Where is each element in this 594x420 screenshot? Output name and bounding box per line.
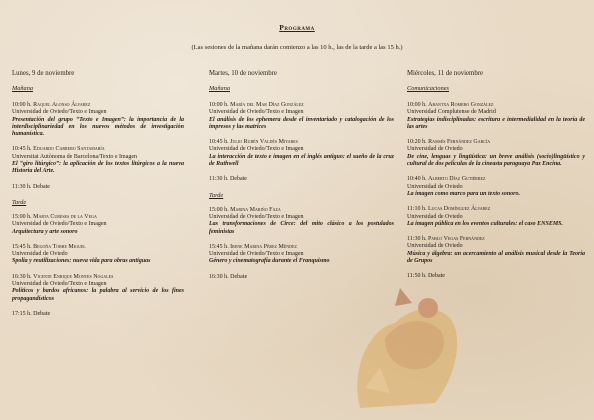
talk-time: 15:45 h. (209, 243, 229, 250)
talk-time: 11:10 h. (407, 206, 427, 213)
talk-time: 11:30 h. (407, 236, 427, 243)
speaker-name: Marta Cureses de la Vega (33, 213, 97, 220)
talk-title: Spolia y reutilizaciones: nueva vida para obras antiguas (12, 258, 151, 265)
day-heading: Martes, 10 de noviembre (209, 70, 277, 77)
speaker-affiliation: Universidad de Oviedo/Texto e Imagen (209, 251, 304, 258)
talk-entry (12, 102, 184, 138)
talk-entry (407, 206, 585, 228)
talk-entry (407, 139, 585, 168)
talk-entry (209, 139, 394, 168)
day-column-tuesday (209, 70, 394, 281)
talk-entry (12, 214, 184, 236)
section-heading: Comunicaciones (407, 85, 449, 92)
talk-time: 10:45 h. (209, 139, 229, 146)
speaker-affiliation: Universidad de Oviedo/Texto e Imagen (12, 109, 107, 116)
talk-title: De cine, lenguas y lingüística: un breve análisis (socio)lingüístico y cultural de dos películas de la cineasta paraguaya Paz Encina. (407, 153, 585, 168)
section-heading: Mañana (209, 85, 230, 92)
section-heading: Tarde (12, 198, 27, 206)
talk-entry (209, 244, 394, 266)
speaker-affiliation: Universidad de Oviedo (12, 251, 68, 258)
speaker-affiliation: Universidad de Oviedo (407, 213, 463, 220)
talk-time: 10:00 h. (407, 102, 427, 108)
talk-entry (407, 176, 585, 198)
speaker-affiliation: Universitat Autònoma de Barcelona/Texto e Imagen (12, 153, 138, 160)
talk-entry (12, 274, 184, 303)
talk-title: Música y álgebra: un acercamiento al análisis musical desde la Teoría de Grupos (407, 250, 585, 265)
debate-slot: 11:50 h. Debate (407, 273, 445, 280)
speaker-name: Ramsés Fernández García (428, 139, 491, 146)
speaker-affiliation: Universidad de Oviedo/Texto e Imagen (209, 109, 304, 116)
schedule-note: (Las sesiones de la mañana darán comienzo a las 10 h., las de la tarde a las 15 h.) (191, 44, 403, 51)
program-title: Programa (279, 23, 315, 32)
debate-slot: 11:30 h. Debate (209, 176, 247, 183)
talk-title: Las transformaciones de Circe: del mito clásico a los postulados feministas (209, 221, 394, 235)
talk-entry (209, 207, 394, 236)
speaker-affiliation: Universidad de Oviedo (407, 146, 463, 153)
talk-entry (12, 244, 184, 266)
speaker-name: Irene Marina Pérez Méndez (230, 243, 297, 250)
talk-time: 15:00 h. (12, 213, 32, 220)
talk-title: Arquitectura y arte sonoro (12, 228, 78, 235)
speaker-affiliation: Universidad Complutense de Madrid (407, 109, 496, 116)
talk-title: El “giro litúrgico”: la aplicación de los textos litúrgicos a la nueva Historia del Arte. (12, 161, 184, 175)
speaker-name: Eduardo Carrero Santamaría (33, 146, 105, 153)
day-column-wednesday (407, 70, 585, 281)
speaker-name: Arantxa Romero González (428, 102, 494, 108)
talk-time: 10:00 h. (209, 102, 229, 108)
talk-entry (407, 102, 585, 131)
talk-entry (407, 236, 585, 265)
talk-title: El análisis de los ephemera desde el inventariado y catalogación de los impresos y las matrices (209, 116, 394, 130)
debate-slot: 11:30 h. Debate (12, 183, 50, 190)
speaker-affiliation: Universidad de Oviedo/Texto e Imagen (209, 213, 304, 220)
speaker-name: Vicente Enrique Montes Nogales (33, 273, 114, 280)
talk-title: Género y cinematografía durante el Franquismo (209, 258, 330, 265)
section-heading: Mañana (12, 85, 33, 92)
debate-slot: 17:15 h. Debate (12, 310, 51, 317)
speaker-name: Julio Rubén Valdés Miyares (230, 139, 298, 146)
debate-slot: 16:30 h. Debate (209, 273, 248, 280)
talk-time: 10:00 h. (12, 102, 32, 108)
speaker-affiliation: Universidad de Oviedo/Texto e Imagen (12, 281, 107, 288)
talk-title: La imagen pública en los eventos culturales: el caso ENSEMS. (407, 220, 564, 227)
speaker-name: Begoña Torre Miguel (33, 243, 86, 250)
day-heading: Lunes, 9 de noviembre (12, 70, 75, 77)
speaker-name: Pablo Vegas Fernández (427, 236, 485, 243)
talk-time: 10:20 h. (407, 139, 427, 146)
talk-entry (12, 146, 184, 175)
speaker-affiliation: Universidad de Oviedo/Texto e Imagen (209, 146, 304, 153)
day-column-monday (12, 70, 184, 318)
talk-title: La imagen como marco para un texto sonoro. (407, 190, 521, 197)
talk-time: 16:30 h. (12, 273, 32, 280)
talk-time: 15:45 h. (12, 243, 32, 250)
speaker-name: María del Mar Díaz González (230, 102, 304, 108)
talk-title: La interacción de texto e imagen en el inglés antiguo: el sueño de la cruz de Ruthwell (209, 153, 394, 168)
talk-time: 15:00 h. (209, 206, 229, 213)
section-heading: Tarde (209, 191, 224, 199)
speaker-affiliation: Universidad de Oviedo/Texto e Imagen (12, 221, 107, 228)
talk-title: Políticos y bardos africanos: la palabra al servicio de los fines propagandísticos (12, 288, 184, 302)
speaker-affiliation: Universidad de Oviedo (407, 183, 463, 190)
speaker-name: Raquel Alonso Álvarez (33, 102, 91, 108)
speaker-affiliation: Universidad de Oviedo (407, 243, 463, 250)
decorative-figure-illustration (340, 268, 470, 418)
talk-time: 10:45 h. (12, 146, 32, 153)
speaker-name: Marina Mariño Faza (230, 206, 281, 213)
talk-entry (209, 102, 394, 131)
talk-title: Estrategias indisciplinadas: escritura e intermedialidad en la teoría de las artes (407, 116, 585, 130)
day-heading: Miércoles, 11 de noviembre (407, 70, 484, 77)
speaker-name: Alberto Díaz Gutiérrez (428, 176, 486, 183)
talk-time: 10:40 h. (407, 176, 427, 183)
talk-title: Presentación del grupo “Texto e Imagen”: la importancia de la interdisciplinariedad en los nuevos métodos de investigación humanística. (12, 116, 184, 138)
speaker-name: Lucas Domínguez Álvarez (427, 206, 491, 213)
